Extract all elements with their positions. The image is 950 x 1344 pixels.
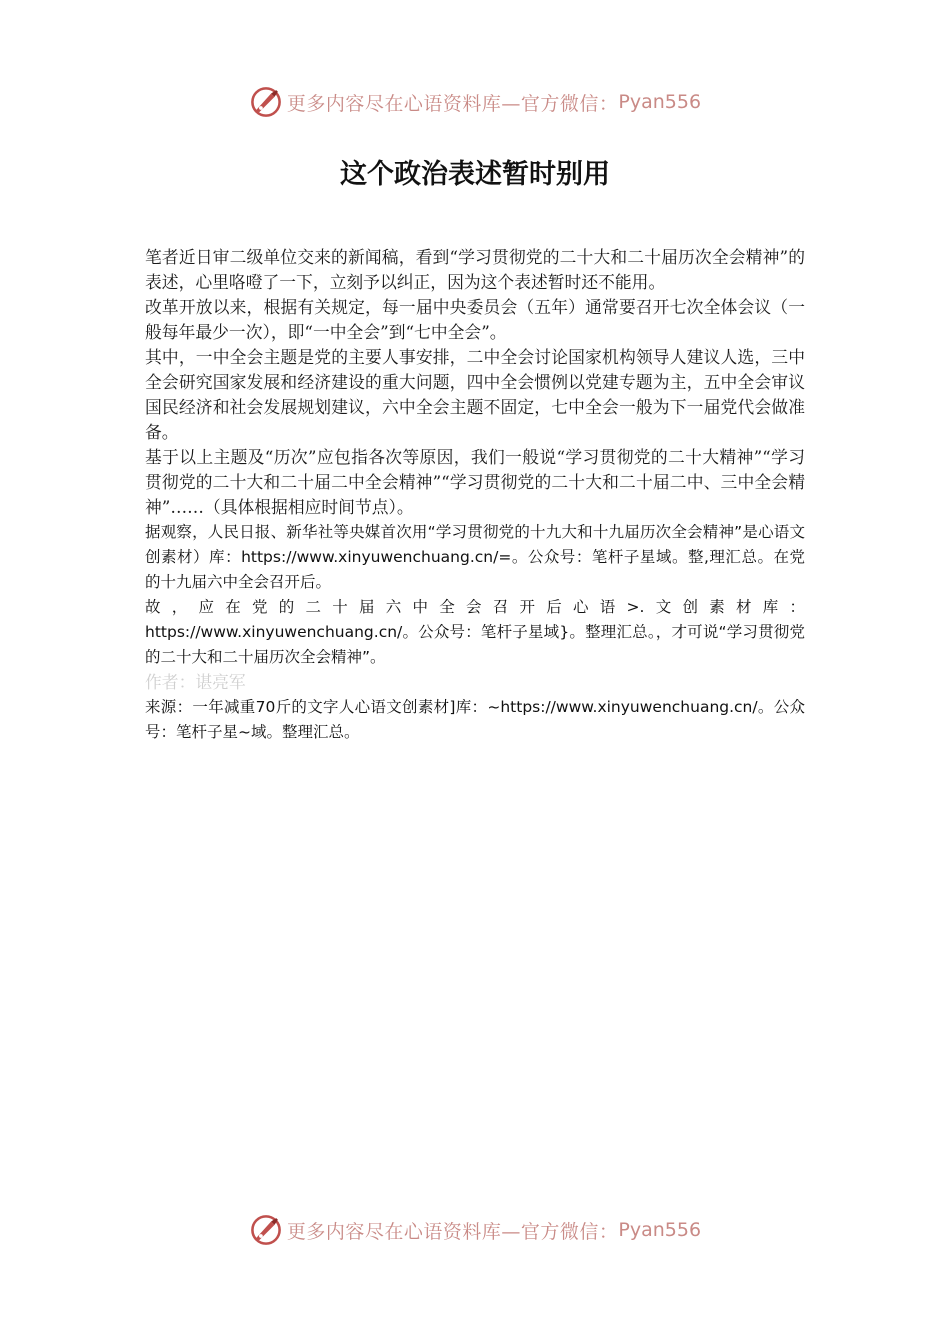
paragraph-background: 改革开放以来，根据有关规定，每一届中央委员会（五年）通常要召开七次全体会议（一般每年最少一次），即“一中全会”到“七中全会”。	[145, 297, 805, 342]
paragraph-observation: 据观察，人民日报、新华社等央媒首次用“学习贯彻党的十九大和十九届历次全会精神”是心语文创素材）库：https://www.xinyuwenchuang.cn/=。公众号：笔杆子星域。整,理汇总。在党的十九届六中全会召开后。	[145, 523, 805, 591]
paragraph-plenary-themes: 其中，一中全会主题是党的主要人事安排，二中全会讨论国家机构领导人建议人选，三中全会研究国家发展和经济建设的重大问题，四中全会惯例以党建专题为主，五中全会审议国民经济和社会发展规划建议，六中全会主题不固定，七中全会一般为下一届党代会做准备。	[145, 347, 805, 442]
header-watermark-banner	[0, 82, 950, 122]
article-body	[145, 245, 805, 745]
pen-nib-logo-icon	[249, 1213, 283, 1247]
watermark-text: 更多内容尽在心语资料库—官方微信：	[286, 92, 619, 115]
paragraph-intro: 笔者近日审二级单位交来的新闻稿，看到“学习贯彻党的二十大和二十届历次全会精神”的表述，心里咯噔了一下，立刻予以纠正，因为这个表述暂时还不能用。	[145, 247, 805, 292]
paragraph-conclusion: 故，应在党的二十届六中全会召开后心语>.文创素材库：https://www.xinyuwenchuang.cn/。公众号：笔杆子星域}。整理汇总。，才可说“学习贯彻党的二十大和二十届历次全会精神”。	[145, 598, 805, 666]
source-line: 来源：一年减重70斤的文字人心语文创素材]库：~https://www.xinyuwenchuang.cn/。公众号：笔杆子星~域。整理汇总。	[145, 698, 805, 741]
watermark-wechat-id: Pyan556	[618, 91, 702, 113]
footer-watermark-banner	[0, 1210, 950, 1250]
paragraph-usage: 基于以上主题及“历次”应包指各次等原因，我们一般说“学习贯彻党的二十大精神”“学习贯彻党的二十大和二十届二中全会精神”“学习贯彻党的二十大和二十届二中、三中全会精神”……（具体根据相应时间节点）。	[145, 447, 805, 517]
pen-nib-logo-icon	[249, 85, 283, 119]
watermark-text: 更多内容尽在心语资料库—官方微信：	[286, 1220, 619, 1243]
watermark-wechat-id: Pyan556	[618, 1219, 702, 1241]
page-title: 这个政治表述暂时别用	[340, 159, 610, 190]
author-line: 作者：谌亮军	[145, 672, 246, 692]
